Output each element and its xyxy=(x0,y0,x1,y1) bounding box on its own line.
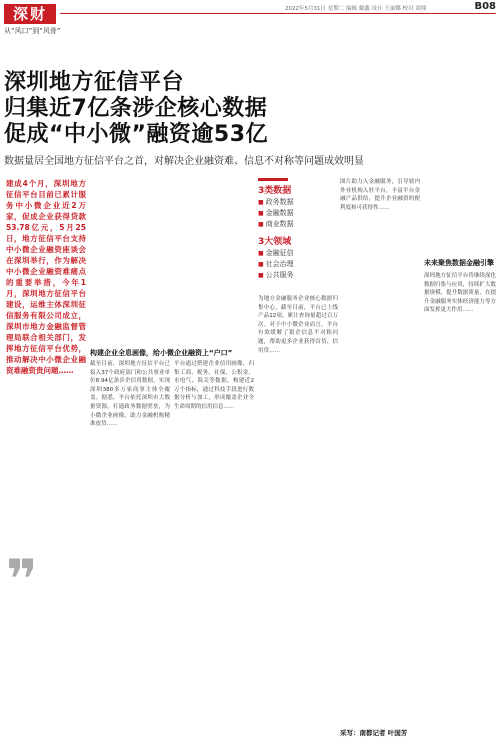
info-box-title-2: 3大领域 xyxy=(258,237,292,247)
masthead xyxy=(0,0,500,35)
top-rule xyxy=(60,13,496,14)
page-number: B08 xyxy=(474,1,496,12)
info-box-item: ■ 金融征信 xyxy=(258,248,338,259)
info-box-item: ■ 社会治理 xyxy=(258,259,338,270)
headline xyxy=(4,70,494,148)
body-column-5: 图片助力入金融服务，引导辖内外业机构入驻平台，丰富平台金融产品供给，提升企业融资的便利度和可获得性…… xyxy=(340,179,420,211)
headline-line-1: 深圳地方征信平台 xyxy=(4,70,185,95)
brand-logo: 深财 xyxy=(4,4,56,24)
brand-tagline: 从“风口”到“风骨” xyxy=(4,27,61,35)
body-column-2: 截至目前，深圳地方征信平台已接入37个政府部门和公共事业单位8.94亿条涉企信用数据，实现深圳380多万家商事主体全覆盖。据悉，平台依托深圳市大数据资源，打通政务数据壁垒，为小微企业画像，助力金融机构精准放贷…… xyxy=(90,361,170,428)
section-heading-2: 未来聚焦数据金融引擎 xyxy=(424,259,494,267)
headline-line-2: 归集近7亿条涉企核心数据 xyxy=(4,96,268,121)
info-box-title-1: 3类数据 xyxy=(258,186,292,196)
section-heading-1: 构建企业全息画像，给小微企业融资上“户口” xyxy=(90,349,233,357)
dateline: 2022年5月31日 星期二 编辑 戴鑫 设计 王丽娜 校对 刘翔 xyxy=(285,6,427,12)
quote-mark-icon: ❞ xyxy=(6,548,38,611)
info-box-item: ■ 公共服务 xyxy=(258,270,338,281)
body-column-3: 平台通过搭建企业信用画像，归集工商、税务、社保、公积金、水电气、海关等数据，构建近2万个指标，通过科技手段进行数据分析与加工，形成覆盖企业全生命周期的信用信息…… xyxy=(174,361,254,410)
info-box-item: ■ 政务数据 xyxy=(258,197,338,208)
info-box-accent xyxy=(258,178,288,181)
lead-column: 建成4个月，深圳地方征信平台目前已累计服务中小微企业近2万家，促成企业获得贷款53.78亿元，5月25日，地方征信平台支持中小微企业融资座谈会在深圳举行，作为解决中小微企业融资难痛点的重要举措，今年1月，深圳地方征信平台建设，运维主体深圳征信服务有限公司成立，深圳市地方金融监督管理局联合相关部门，发挥地方征信平台优势，推动解决中小微企业融资难融资贵问题…… xyxy=(6,179,86,375)
info-box xyxy=(258,178,338,288)
headline-line-3: 促成“中小微”融资逾53亿 xyxy=(4,122,269,147)
body-column-6: 深圳地方征信平台将继续深化数据归集与应用，持续扩大数据规模，提升数据质量，在提升金融服务实体经济能力等方面发挥更大作用…… xyxy=(424,273,496,314)
byline: 采写：南都记者 叶国芳 xyxy=(340,729,408,737)
subheadline: 数据量居全国地方征信平台之首，对解决企业融资难、信息不对称等问题成效明显 xyxy=(4,156,364,167)
body-column-4: 为地方金融服务企业核心数据归集中心，截至目前，平台已上线产品12项，累计查询量超过百万次。对于中小微企业而言，平台有效缓解了银企信息不对称问题，帮助更多企业获得首贷、信用贷…… xyxy=(258,296,338,354)
info-box-item: ■ 金融数据 xyxy=(258,208,338,219)
info-box-item: ■ 商业数据 xyxy=(258,219,338,230)
